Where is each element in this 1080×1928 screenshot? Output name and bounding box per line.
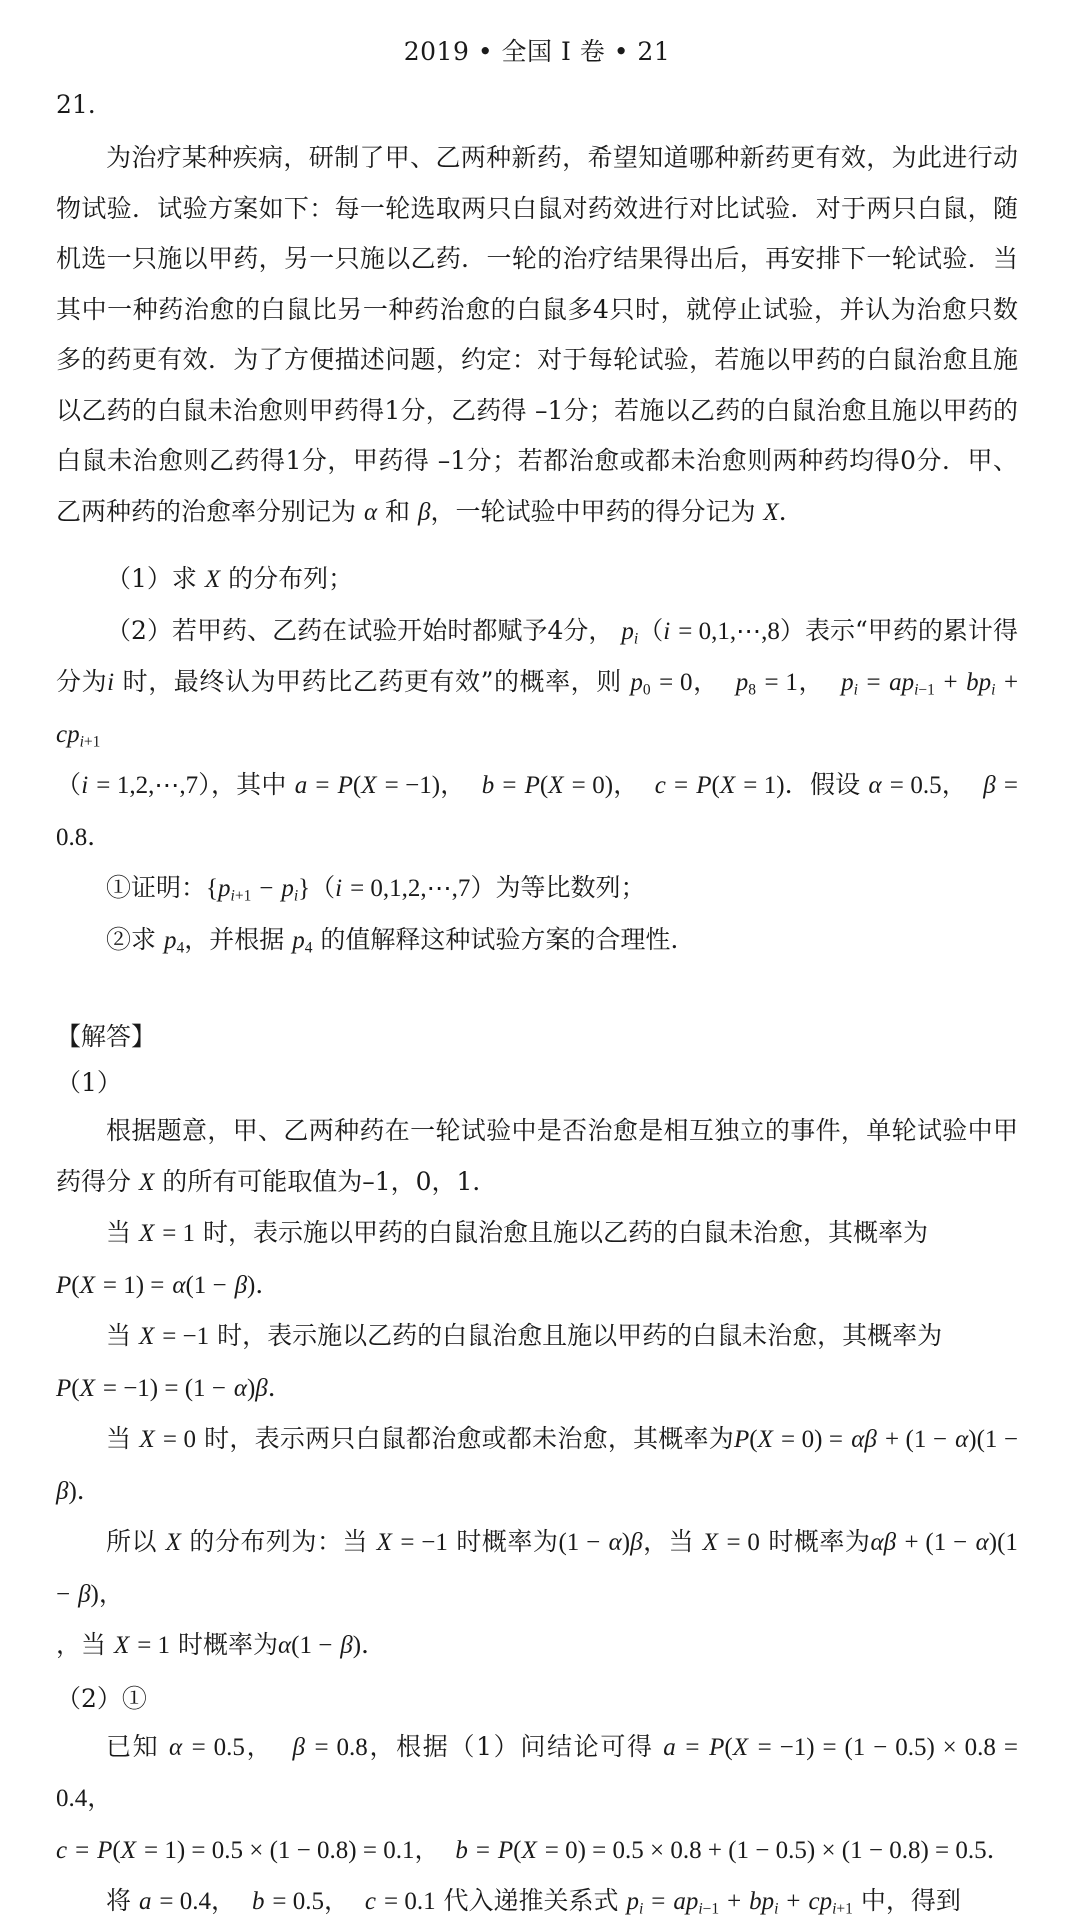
- question-number: 21.: [56, 90, 96, 119]
- question-stem: 为治疗某种疾病，研制了甲、乙两种新药，希望知道哪种新药更有效，为此进行动物试验．试验方案如下：每一轮选取两只白鼠对药效进行对比试验．对于两只白鼠，随机选一只施以甲药，另一只施以乙药．一轮的治疗结果得出后，再安排下一轮试验．当其中一种药治愈的白鼠比另一种药治愈的白鼠多4只时，就停止试验，并认为治愈只数多的药更有效．为了方便描述问题，约定：对于每轮试验，若施以甲药的白鼠治愈且施以乙药的白鼠未治愈则甲药得1分，乙药得 –1分；若施以乙药的白鼠治愈且施以甲药的白鼠未治愈则乙药得1分，甲药得 –1分；若都治愈或都未治愈则两种药均得0分．甲、乙两种药的治愈率分别记为 α 和 β，一轮试验中甲药的得分记为 X．: [56, 143, 1018, 526]
- answer-line-5: 所以 X 的分布列为：当 X = −1 时概率为(1 − α)β，当 X = 0 时概率为αβ + (1 − α)(1 − β)， ，当 X = 1 时概率为α(1 − β)．: [56, 1527, 1018, 1659]
- answer-line-3: 当 X = −1 时，表示施以乙药的白鼠治愈且施以甲药的白鼠未治愈，其概率为 P(X = −1) = (1 − α)β．: [56, 1321, 943, 1402]
- sub-question-1: （1）求 X 的分布列；: [106, 564, 354, 593]
- answer-line-2: 当 X = 1 时，表示施以甲药的白鼠治愈且施以乙药的白鼠未治愈，其概率为 P(X = 1) = α(1 − β)．: [56, 1218, 929, 1299]
- page-header: 2019 • 全国 I 卷 • 21: [403, 37, 671, 66]
- item-1: ①证明：$\{p_{i+1} - p_i\}(i$ = 0,1,2,⋯,7）为等比数列；: [106, 873, 646, 905]
- answer-line-7: 将 a = 0.4， b = 0.5， c = 0.1 代入递推关系式 $p_i = ap_{i-1} + bp_i + cp_{i+1}$ 中，得到: [106, 1886, 961, 1918]
- answer-line-6: 已知 α = 0.5， β = 0.8，根据（1）问结论可得 a = P(X = −1) = (1 − 0.5) × 0.8 = 0.4， c = P(X = 1) = 0.5 × (1 − 0.8) = 0.1， b = P(X = 0) = 0.5 × 0.8 + (1 − 0.5) × (1 − 0.8) = 0.5．: [56, 1731, 1018, 1864]
- answer-part-1-label: （1）: [56, 1068, 122, 1097]
- answer-title: 【解答】: [56, 1022, 157, 1051]
- answer-line-4: 当 X = 0 时，表示两只白鼠都治愈或都未治愈，其概率为P(X = 0) = αβ + (1 − α)(1 − β)．: [56, 1424, 1019, 1505]
- answer-line-1: 根据题意，甲、乙两种药在一轮试验中是否治愈是相互独立的事件，单轮试验中甲药得分 X 的所有可能取值为–1，0，1．: [56, 1116, 1018, 1196]
- answer-part-2-label: （2）①: [56, 1683, 147, 1713]
- sub-question-2: （2）若甲药、乙药在试验开始时都赋予4分， $p_i(i$ = 0,1,⋯,8）表示“甲药的累计得分为i 时，最终认为甲药比乙药更有效”的概率，则 $p_0 = 0$， $p_8 = 1$， $p_i = ap_{i-1} + bp_i + cp_{i+1}$ （i = 1,2,⋯,7），其中 a = P(X = −1)， b = P(X = 0)， c = P(X = 1)．假设 α = 0.5， β = 0.8．: [56, 615, 1019, 851]
- item-2: ②求 $p_4$，并根据 $p_4$ 的值解释这种试验方案的合理性.: [106, 924, 679, 956]
